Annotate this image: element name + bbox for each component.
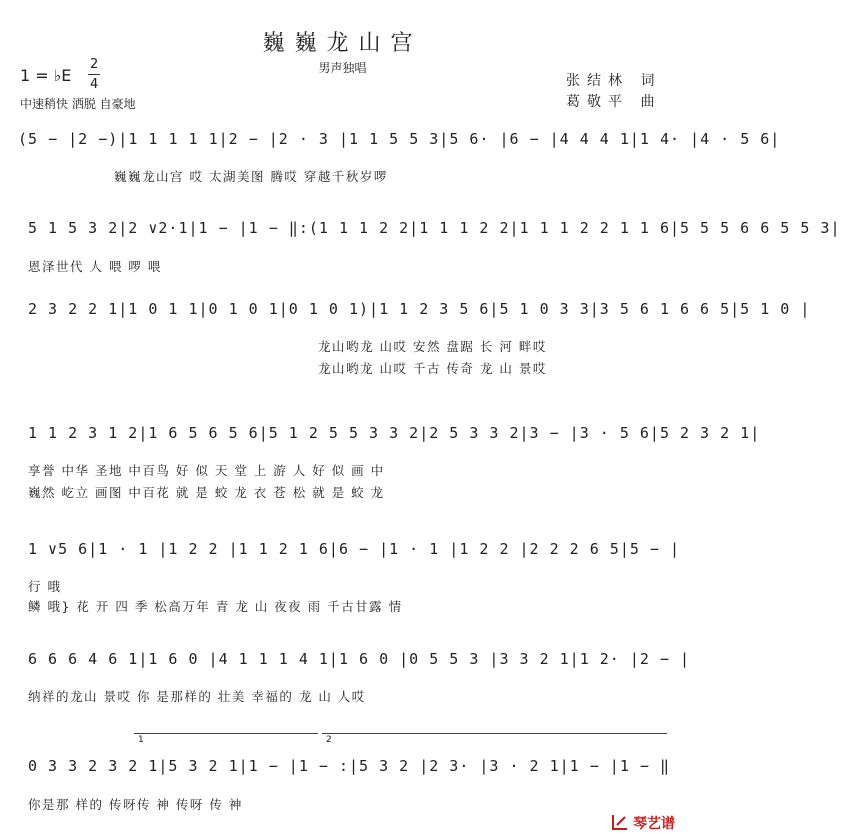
- logo-text: 琴艺谱: [633, 816, 675, 832]
- page-title: 巍巍龙山宫: [262, 31, 423, 56]
- notation-line-5: 1 ∨5 6|1 · 1 |1 2 2 |1 1 2 1 6|6 − |1 · 1 |1 2 2 |2 2 2 6 5|5 − |: [28, 540, 680, 558]
- lyricist-credit: 张结林 词: [566, 73, 662, 89]
- lyric-line-3a: 龙山哟龙 山哎 安然 盘踞 长 河 畔哎: [318, 339, 547, 354]
- notation-line-1: (5 − |2 −)|1 1 1 1 1|2 − |2 · 3 |1 1 5 5 3|5 6· |6 − |4 4 4 1|1 4· |4 · 5 6|: [18, 130, 781, 148]
- lyric-line-2: 恩泽世代 人 喂 啰 喂: [28, 259, 162, 274]
- lyric-line-7: 你是那 样的 传呀传 神 传呀 传 神: [28, 797, 243, 812]
- song-subtitle: 男声独唱: [318, 61, 367, 75]
- lyric-line-5a: 行 哦: [28, 579, 62, 594]
- lyric-line-4a: 享誉 中华 圣地 中百鸟 好 似 天 堂 上 游 人 好 似 画 中: [28, 463, 385, 478]
- site-logo: [611, 813, 675, 833]
- notation-line-2: 5 1 5 3 2|2 ∨2·1|1 − |1 − ‖:(1 1 1 2 2|1 1 1 2 2|1 1 1 2 2 1 1 6|5 5 5 6 6 5 5 3|: [28, 219, 841, 237]
- first-ending-bracket: [134, 733, 318, 734]
- second-ending-bracket: [322, 733, 667, 734]
- notation-line-6: 6 6 6 4 6 1|1 6 0 |4 1 1 1 4 1|1 6 0 |0 5 5 3 |3 3 2 1|1 2· |2 − |: [28, 650, 691, 668]
- tempo-marking: 中速稍快 洒脱 自豪地: [20, 97, 136, 111]
- meter-denominator: 4: [90, 77, 99, 92]
- first-ending-number: 1: [138, 735, 144, 745]
- logo-icon: [611, 814, 629, 830]
- notation-line-4: 1 1 2 3 1 2|1 6 5 6 5 6|5 1 2 5 5 3 3 2|2 5 3 3 2|3 − |3 · 5 6|5 2 3 2 1|: [28, 424, 761, 442]
- notation-line-7: 0 3 3 2 3 2 1|5 3 2 1|1 − |1 − :|5 3 2 |2 3· |3 · 2 1|1 − |1 − ‖: [28, 757, 670, 775]
- meter-numerator: 2: [90, 57, 99, 72]
- key-signature: 1 = ♭E: [20, 66, 72, 85]
- meter-fraction-bar: [88, 74, 100, 75]
- lyric-line-1: 巍巍龙山宫 哎 太湖美图 腾哎 穿越千秋岁啰: [114, 169, 388, 184]
- lyric-line-6: 纳祥的龙山 景哎 你 是那样的 壮美 幸福的 龙 山 人哎: [28, 689, 366, 704]
- second-ending-number: 2: [326, 735, 332, 745]
- lyric-line-5b: 鳞 哦} 花 开 四 季 松高万年 青 龙 山 夜夜 雨 千古甘露 情: [28, 599, 403, 614]
- notation-line-3: 2 3 2 2 1|1 0 1 1|0 1 0 1|0 1 0 1)|1 1 2 3 5 6|5 1 0 3 3|3 5 6 1 6 6 5|5 1 0 |: [28, 300, 811, 318]
- lyric-line-3b: 龙山哟龙 山哎 千古 传奇 龙 山 景哎: [318, 361, 547, 376]
- composer-credit: 葛敬平 曲: [566, 94, 662, 110]
- lyric-line-4b: 巍然 屹立 画图 中百花 就 是 蛟 龙 衣 苍 松 就 是 蛟 龙: [28, 485, 385, 500]
